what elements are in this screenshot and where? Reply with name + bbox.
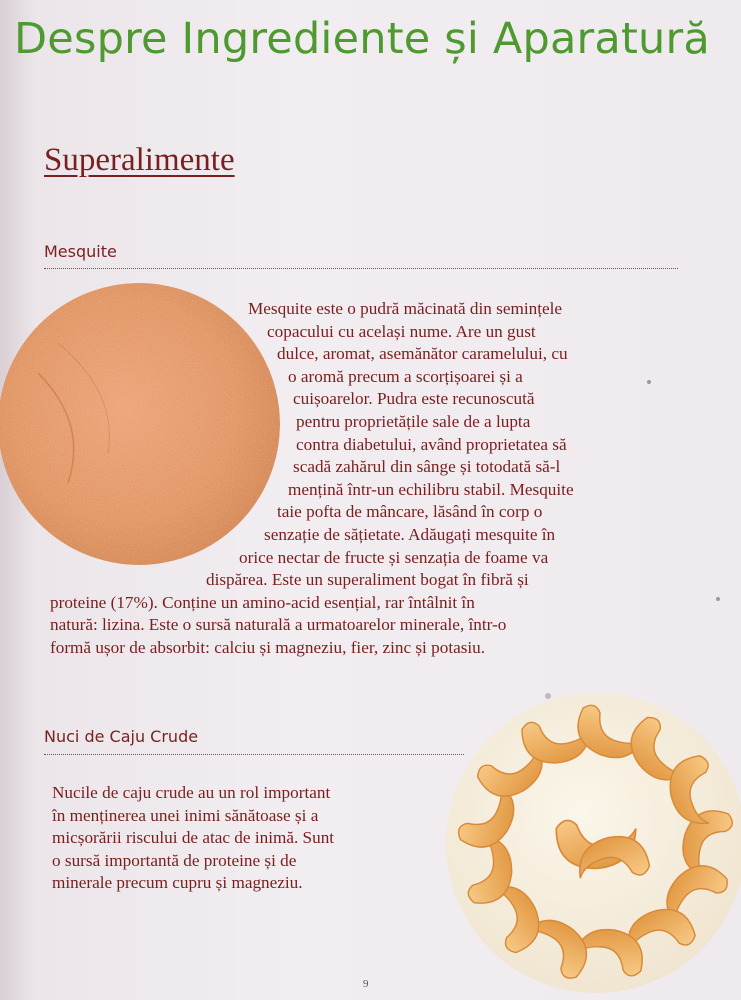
text-line: orice nectar de fructe și senzația de foame va: [239, 547, 549, 567]
text-line: contra diabetului, având proprietatea să: [296, 434, 567, 454]
text-line: dispărea. Este un superaliment bogat în fibră și: [206, 570, 529, 590]
text-line: formă ușor de absorbit: calciu și magneziu, fier, zinc și potasiu.: [50, 637, 486, 657]
page-title: Despre Ingrediente și Aparatură: [14, 14, 710, 64]
text-line: o sursă importantă de proteine și de: [52, 850, 297, 870]
text-line: scadă zahărul din sânge și totodată să-l: [293, 457, 561, 477]
cashew-divider: [44, 754, 464, 755]
mesquite-paragraph: [0, 298, 574, 660]
paper-speck: [647, 380, 651, 384]
text-line: pentru proprietățile sale de a lupta: [296, 411, 531, 431]
section-title: Superalimente: [44, 142, 235, 178]
text-line: micșorării riscului de atac de inimă. Sunt: [52, 828, 335, 848]
text-line: taie pofta de mâncare, lăsând în corp o: [277, 502, 543, 522]
mesquite-heading: Mesquite: [44, 242, 117, 261]
text-line: în menținerea unei inimi sănătoase și a: [52, 805, 319, 825]
text-line: dulce, aromat, asemănător caramelului, cu: [277, 344, 568, 364]
text-line: Mesquite este o pudră măcinată din semințele: [248, 299, 563, 318]
text-line: minerale precum cupru și magneziu.: [52, 873, 303, 893]
text-line: mențină într-un echilibru stabil. Mesquite: [288, 479, 574, 499]
page-number: 9: [363, 978, 369, 990]
cashew-heading: Nuci de Caju Crude: [44, 727, 199, 746]
cashew-nuts-image: [446, 693, 741, 993]
text-line: natură: lizina. Este o sursă naturală a urmatoarelor minerale, într-o: [50, 615, 507, 635]
paper-speck: [716, 597, 720, 601]
cashew-paragraph: [52, 782, 334, 895]
text-line: copacului cu același nume. Are un gust: [267, 321, 536, 341]
text-line: Nucile de caju crude au un rol important: [52, 783, 331, 802]
text-line: cuișoarelor. Pudra este recunoscută: [293, 389, 535, 409]
mesquite-divider: [44, 268, 678, 269]
text-line: o aromă precum a scorțișoarei și a: [288, 366, 523, 386]
paper-speck: [545, 693, 551, 699]
text-line: proteine (17%). Conține un amino-acid esențial, rar întâlnit în: [50, 592, 475, 612]
text-line: senzație de sățietate. Adăugați mesquite în: [264, 524, 556, 544]
